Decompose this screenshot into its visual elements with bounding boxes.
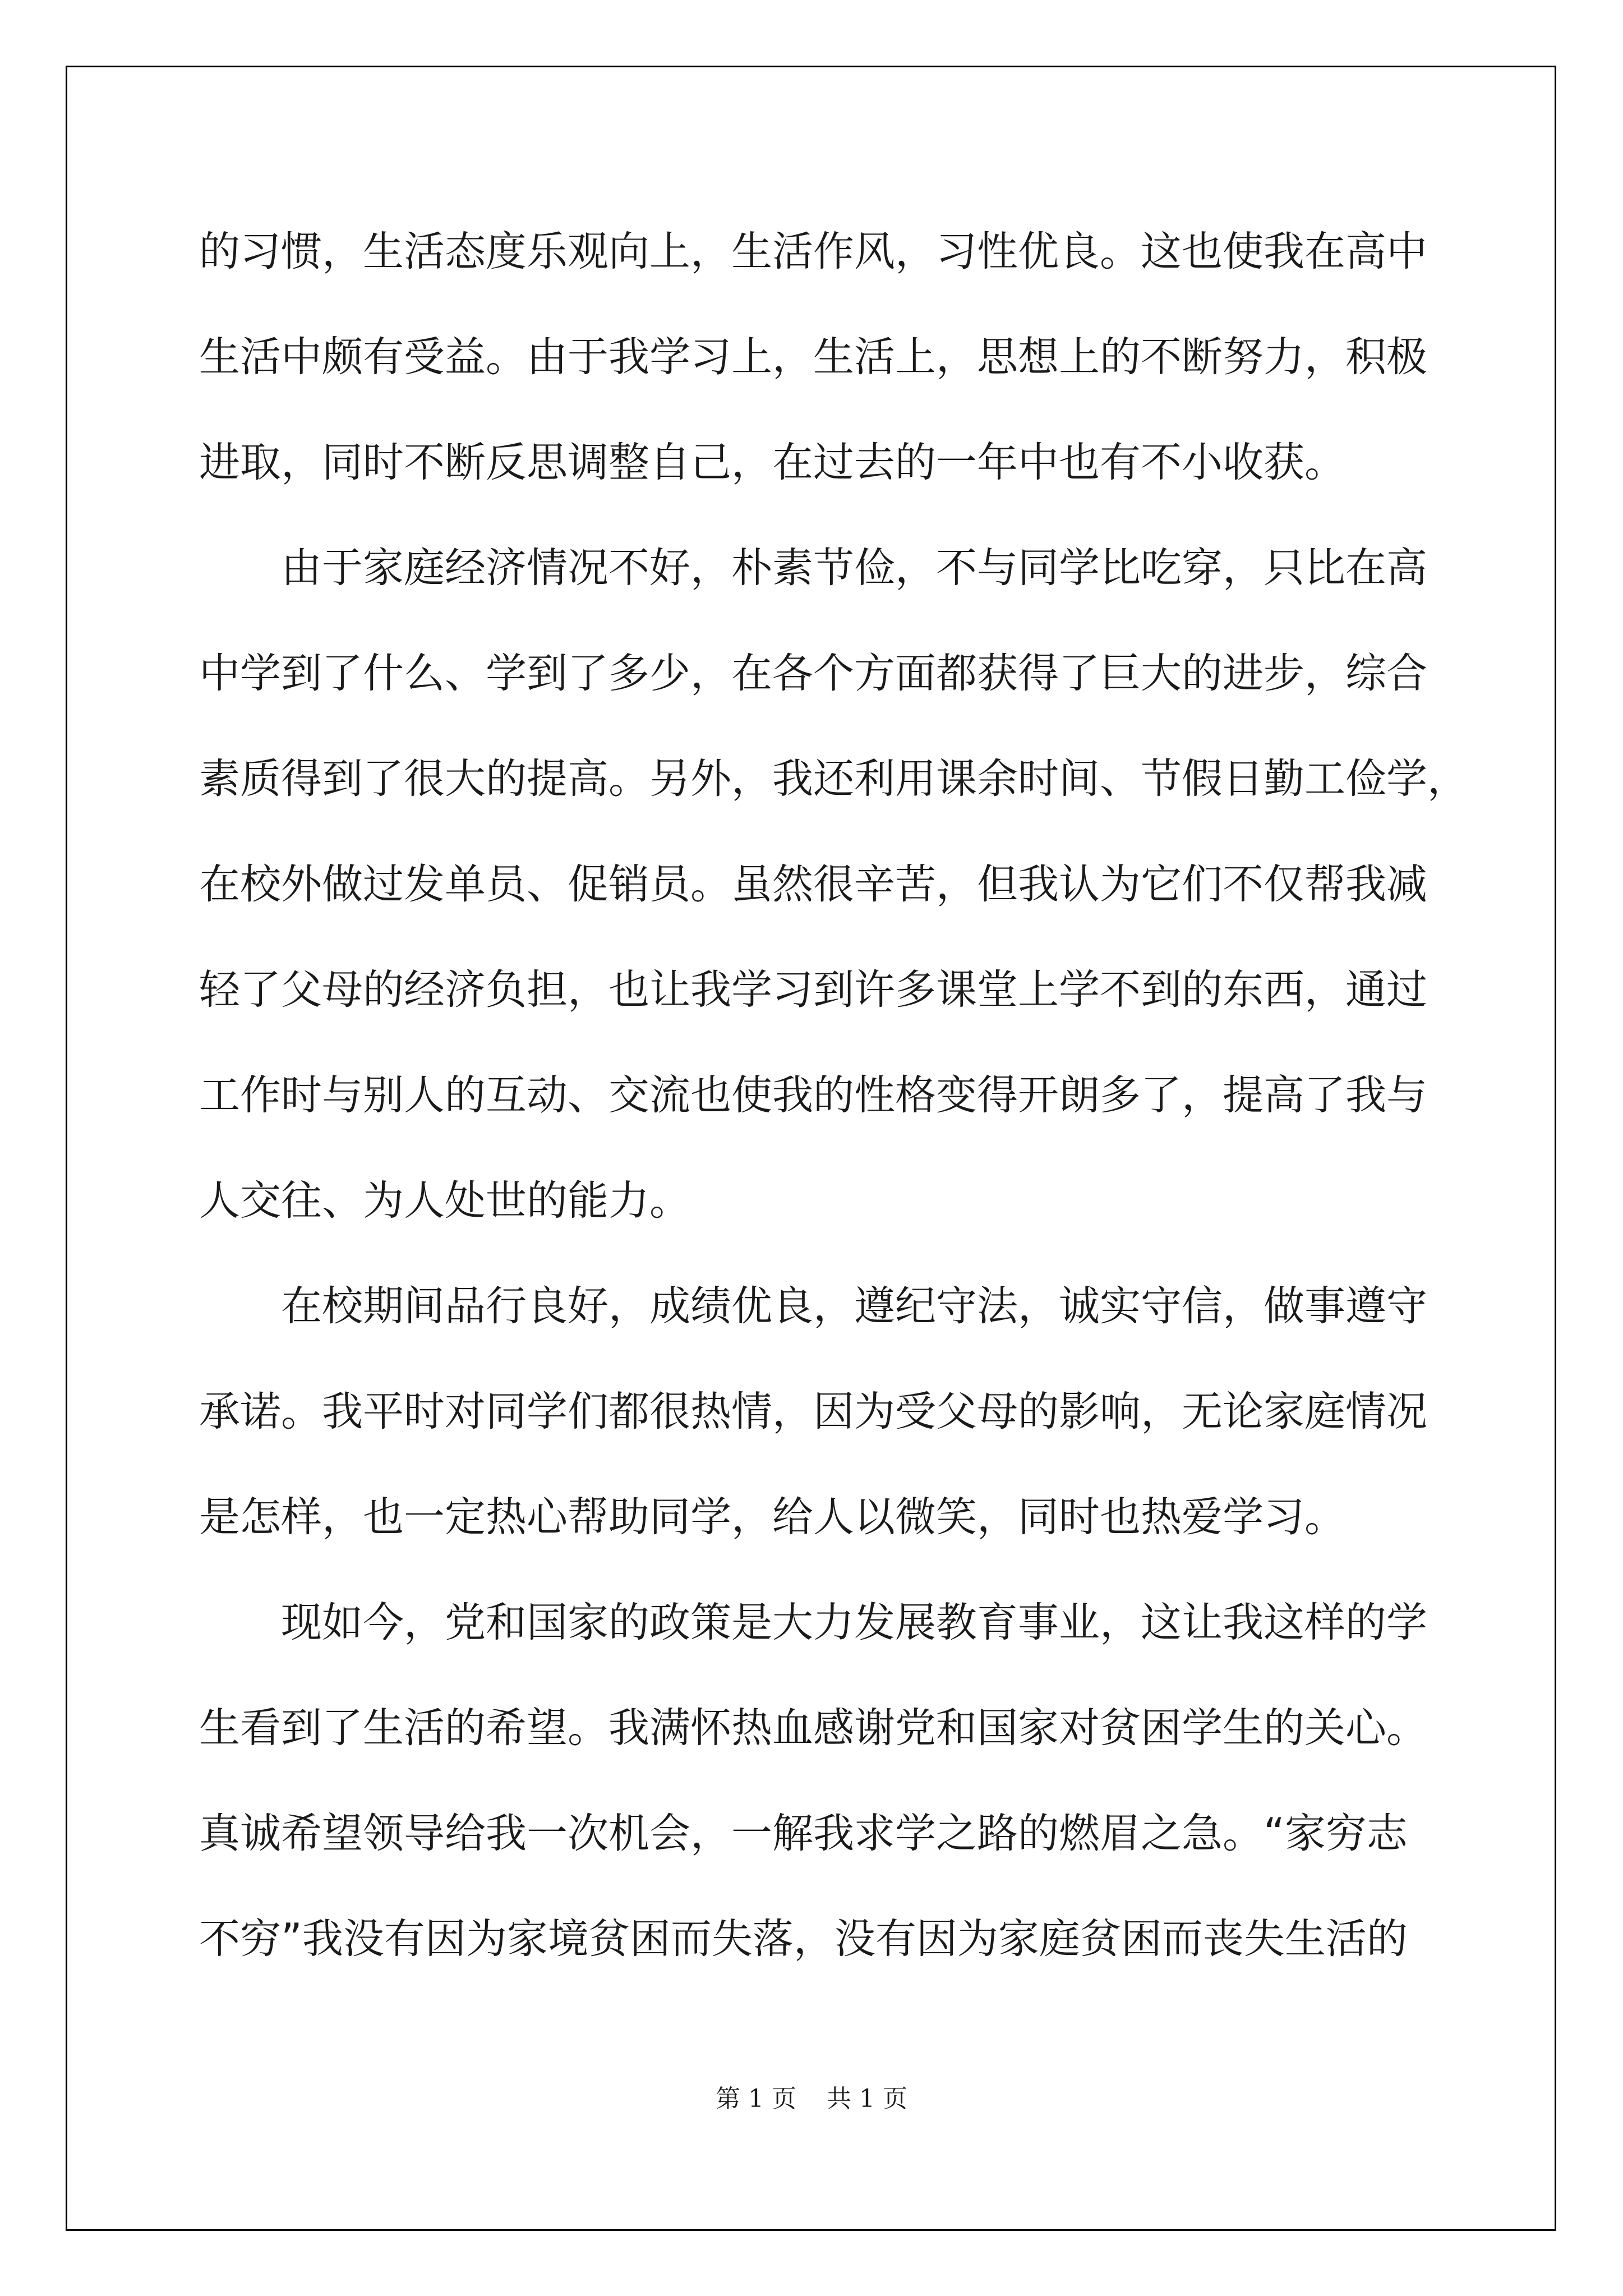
text-line: 由于家庭经济情况不好，朴素节俭，不与同学比吃穿，只比在高 [281,544,1427,592]
text-line: 是怎样，也一定热心帮助同学，给人以微笑，同时也热爱学习。 [199,1493,1345,1541]
text-line: 轻了父母的经济负担，也让我学习到许多课堂上学不到的东西，通过 [199,966,1427,1014]
text-line: 承诺。我平时对同学们都很热情，因为受父母的影响，无论家庭情况 [199,1388,1427,1435]
page-number-total: 共 1 页 [827,2085,907,2113]
text-line: 素质得到了很大的提高。另外，我还利用课余时间、节假日勤工俭学， [199,755,1468,803]
text-line: 进取，同时不断反思调整自己，在过去的一年中也有不小收获。 [199,439,1345,486]
text-line: 中学到了什么、学到了多少，在各个方面都获得了巨大的进步，综合 [199,650,1427,697]
text-line: 不穷”我没有因为家境贫困而失落，没有因为家庭贫困而丧失生活的 [199,1915,1408,1963]
text-line: 在校外做过发单员、促销员。虽然很辛苦，但我认为它们不仅帮我减 [199,861,1427,908]
document-body [199,199,1468,1992]
text-line: 人交往、为人处世的能力。 [199,1177,690,1225]
text-line: 生看到了生活的希望。我满怀热血感谢党和国家对贫困学生的关心。 [199,1704,1427,1752]
text-line: 的习惯，生活态度乐观向上，生活作风，习性优良。这也使我在高中 [199,228,1427,275]
text-line: 现如今，党和国家的政策是大力发展教育事业，这让我这样的学 [281,1599,1427,1646]
text-line: 真诚希望领导给我一次机会，一解我求学之路的燃眉之急。“家穷志 [199,1810,1408,1857]
page-number-current: 第 1 页 [716,2085,796,2113]
text-line: 在校期间品行良好，成绩优良，遵纪守法，诚实守信，做事遵守 [281,1282,1427,1330]
text-line: 工作时与别人的互动、交流也使我的性格变得开朗多了，提高了我与 [199,1071,1427,1119]
page-footer [0,2078,1623,2114]
text-line: 生活中颇有受益。由于我学习上，生活上，思想上的不断努力，积极 [199,333,1427,381]
